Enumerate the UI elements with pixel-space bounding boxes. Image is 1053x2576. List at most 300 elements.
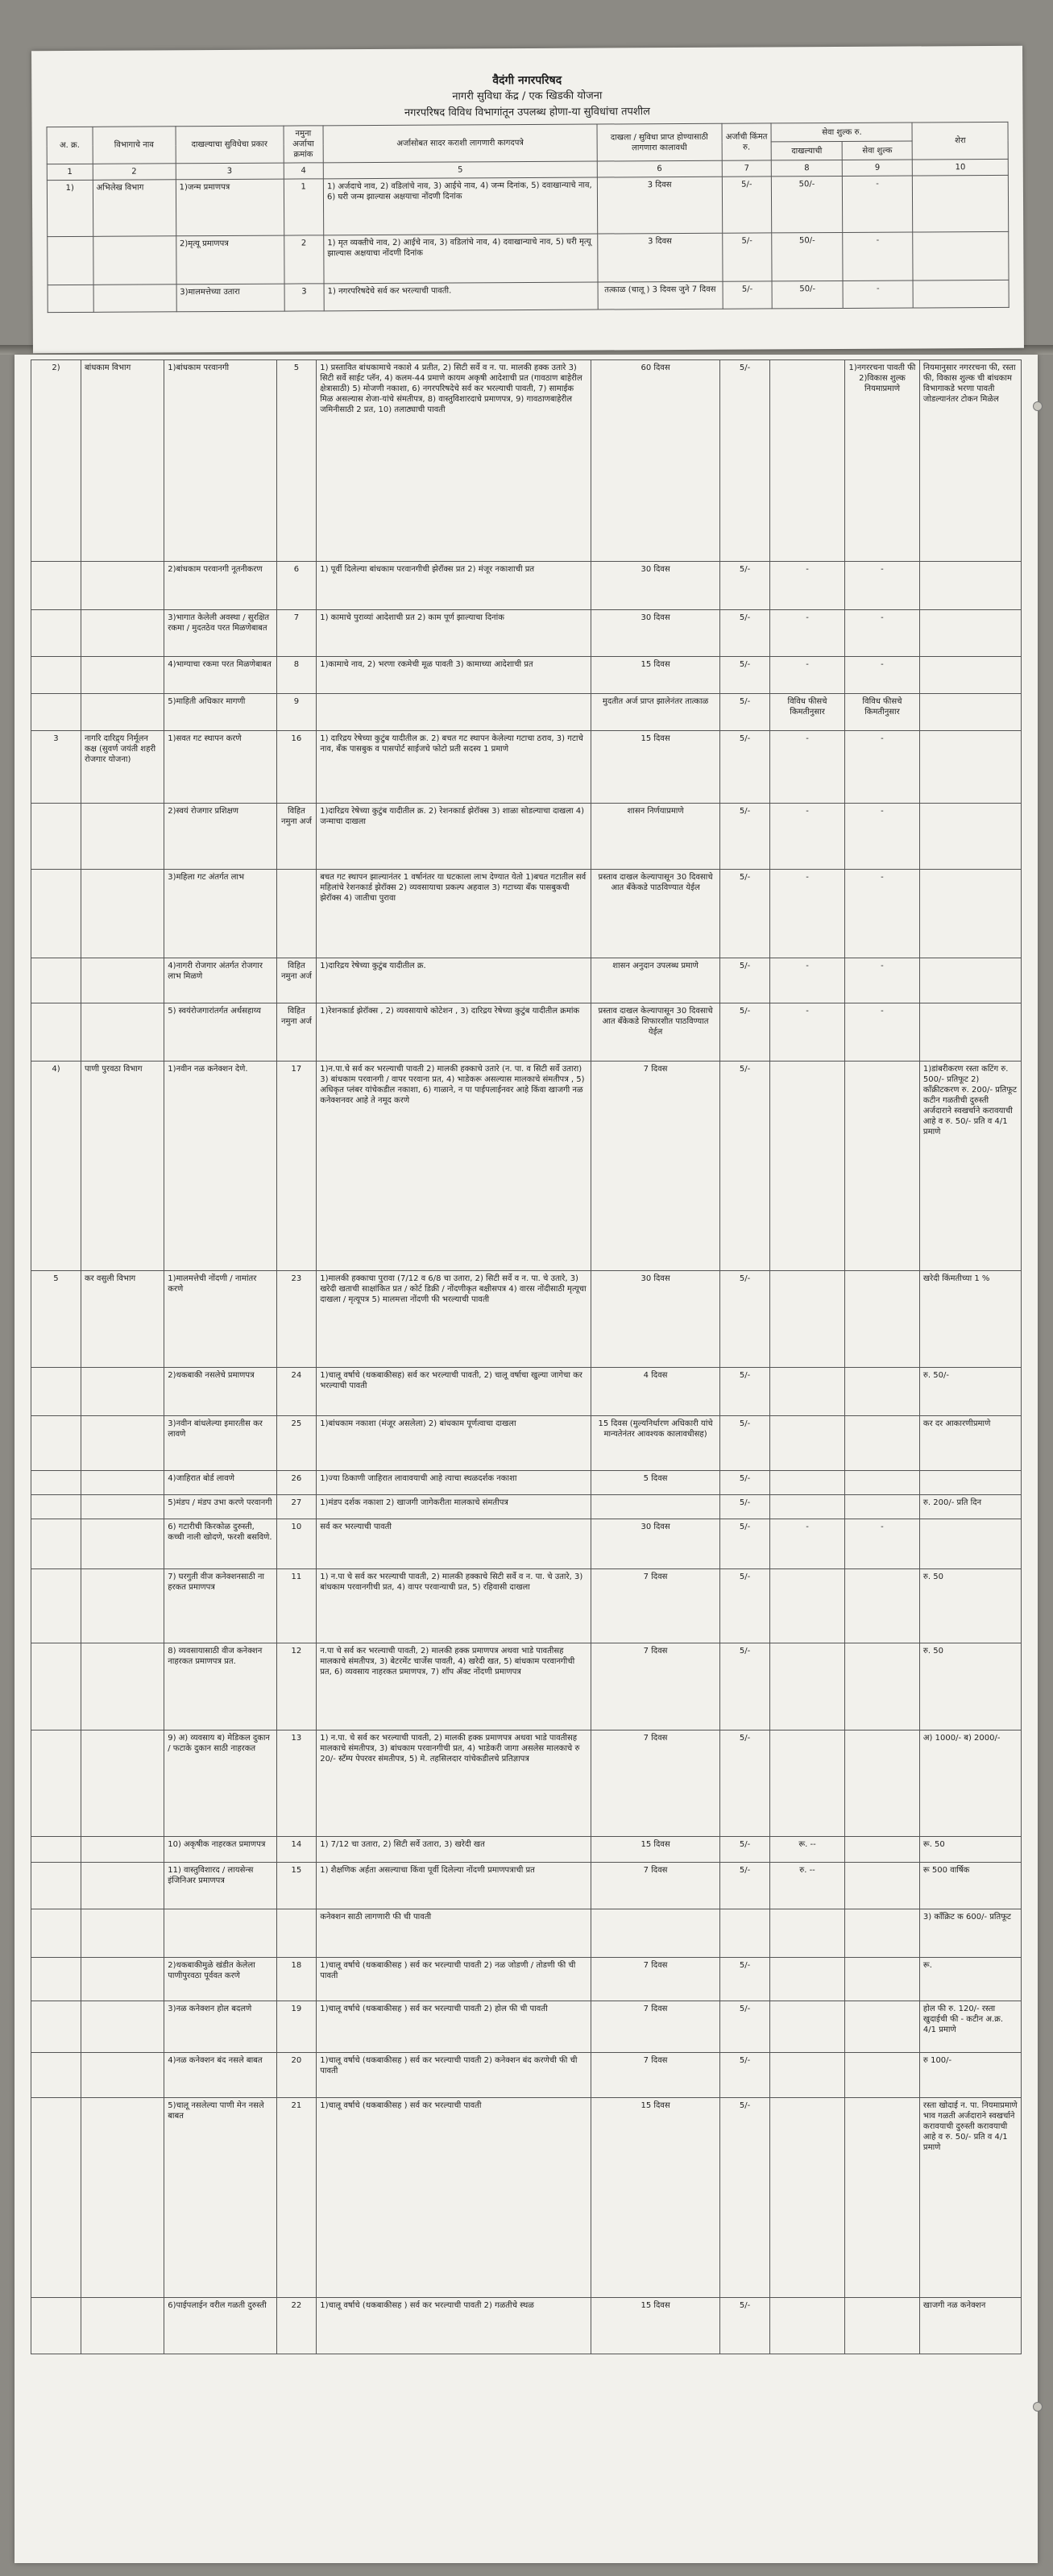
cell-docs: 1)ज्या ठिकाणी जाहिरात लावावयाची आहे त्याचा स्थळदर्शक नकाशा bbox=[317, 1471, 591, 1495]
cell-fee: 5/- bbox=[720, 1958, 770, 2001]
cell-svc-fee bbox=[844, 1471, 919, 1495]
colnum-1: 1 bbox=[47, 164, 93, 180]
cell-remark bbox=[919, 1471, 1021, 1495]
cell-service: 1)जन्म प्रमाणपत्र bbox=[176, 179, 284, 236]
cell-service: 4)नागरी रोजगार अंतर्गत रोजगार लाभ मिळणे bbox=[164, 958, 276, 1003]
cell-form: 12 bbox=[276, 1643, 317, 1730]
cell-service: 5)मंडप / मंडप उभा करणे परवानगी bbox=[164, 1495, 276, 1519]
cell-cert-fee: 50/- bbox=[772, 280, 843, 308]
cell-svc-fee bbox=[844, 1368, 919, 1416]
cell-service: 4)भाग्याचा रकमा परत मिळणेबाबत bbox=[164, 657, 276, 694]
cell-fee: 5/- bbox=[720, 731, 770, 804]
cell-time: तत्काळ (चालू ) 3 दिवस जुने 7 दिवस bbox=[598, 281, 723, 310]
colnum-9: 9 bbox=[842, 160, 913, 176]
cell-fee: 5/- bbox=[720, 1003, 770, 1062]
cell-svc-fee bbox=[844, 1495, 919, 1519]
cell-remark bbox=[919, 1003, 1021, 1062]
cell-time: 30 दिवस bbox=[591, 610, 720, 657]
cell-svc-fee: - bbox=[844, 610, 919, 657]
table-row bbox=[31, 1863, 1022, 1909]
cell-dept bbox=[81, 1471, 164, 1495]
cell-sr: 5 bbox=[31, 1271, 81, 1368]
cell-form: 8 bbox=[276, 657, 317, 694]
cell-fee: 5/- bbox=[720, 2298, 770, 2354]
cell-docs: 1)चालू वर्षाचे (थकबाकीसह ) सर्व कर भरल्याची पावती 2) कनेक्शन बंद करणेची फी ची पावती bbox=[317, 2053, 591, 2098]
cell-cert-fee bbox=[770, 1495, 845, 1519]
cell-sr bbox=[48, 236, 93, 285]
cell-dept bbox=[81, 1416, 164, 1471]
cell-sr bbox=[31, 1837, 81, 1863]
cell-fee: 5/- bbox=[723, 281, 773, 309]
cell-dept bbox=[81, 1003, 164, 1062]
cell-fee: 5/- bbox=[720, 1569, 770, 1643]
cell-svc-fee: - bbox=[843, 280, 914, 308]
cell-time: 7 दिवस bbox=[591, 1643, 720, 1730]
cell-time: 3 दिवस bbox=[597, 177, 722, 234]
cell-time: 4 दिवस bbox=[591, 1368, 720, 1416]
colnum-4: 4 bbox=[284, 163, 324, 179]
cell-time: 15 दिवस bbox=[591, 1837, 720, 1863]
cell-sr bbox=[31, 804, 81, 870]
cell-time bbox=[591, 1909, 720, 1958]
cell-cert-fee bbox=[770, 1643, 845, 1730]
cell-cert-fee bbox=[770, 1271, 845, 1368]
cell-time: 5 दिवस bbox=[591, 1471, 720, 1495]
colnum-8: 8 bbox=[772, 160, 843, 176]
cell-time: 30 दिवस bbox=[591, 1271, 720, 1368]
cell-time: 30 दिवस bbox=[591, 1519, 720, 1569]
cell-dept bbox=[81, 2001, 164, 2053]
cell-time: 3 दिवस bbox=[598, 233, 723, 282]
cell-sr bbox=[31, 1495, 81, 1519]
cell-form: 23 bbox=[276, 1271, 317, 1368]
colnum-10: 10 bbox=[913, 159, 1009, 176]
cell-cert-fee: - bbox=[770, 804, 845, 870]
cell-docs: 1) नगरपरिषदेचे सर्व कर भरल्याची पावती. bbox=[324, 282, 598, 311]
col-service: दाखल्याचा सुविधेचा प्रकार bbox=[176, 126, 284, 164]
cell-service: 4)नळ कनेक्शन बंद नसले बाबत bbox=[164, 2053, 276, 2098]
cell-svc-fee bbox=[844, 1062, 919, 1271]
pin-icon bbox=[1033, 2402, 1043, 2412]
table-row bbox=[31, 562, 1022, 610]
cell-form: 3 bbox=[284, 284, 325, 311]
cell-service: 7) घरगुती वीज कनेक्शनसाठी ना हरकत प्रमाणपत्र bbox=[164, 1569, 276, 1643]
cell-form: 16 bbox=[276, 731, 317, 804]
col-docs: अर्जासोबत सादर कराशी लागणारी कागदपत्रे bbox=[323, 124, 597, 163]
cell-sr bbox=[31, 870, 81, 958]
cell-form: 14 bbox=[276, 1837, 317, 1863]
cell-fee: 5/- bbox=[720, 1471, 770, 1495]
cell-time: 7 दिवस bbox=[591, 1958, 720, 2001]
cell-time: 7 दिवस bbox=[591, 2001, 720, 2053]
cell-service: 3)भागात केलेली अवस्था / सुरक्षित रकमा / मुदतठेव परत मिळणेबाबत bbox=[164, 610, 276, 657]
cell-form: 10 bbox=[276, 1519, 317, 1569]
cell-remark: रु. 50 bbox=[919, 1569, 1021, 1643]
cell-sr bbox=[31, 2001, 81, 2053]
cell-sr bbox=[31, 1368, 81, 1416]
cell-dept bbox=[81, 1368, 164, 1416]
cell-remark bbox=[919, 804, 1021, 870]
cell-docs: 1)दारिद्रय रेषेच्या कुटुंब यादीतील क्र. bbox=[317, 958, 591, 1003]
cell-form: 18 bbox=[276, 1958, 317, 2001]
cell-sr: 3 bbox=[31, 731, 81, 804]
cell-cert-fee bbox=[770, 1909, 845, 1958]
cell-dept bbox=[81, 2298, 164, 2354]
cell-cert-fee bbox=[770, 1569, 845, 1643]
services-table-main bbox=[31, 359, 1022, 2354]
table-row bbox=[31, 1471, 1022, 1495]
cell-form: विहित नमुना अर्ज bbox=[276, 1003, 317, 1062]
table-row bbox=[47, 175, 1008, 236]
col-cert-fee: दाखल्याची bbox=[771, 141, 842, 160]
cell-sr bbox=[31, 2053, 81, 2098]
cell-dept bbox=[81, 1495, 164, 1519]
cell-docs: 1)कामाचे नाव, 2) भरणा रकमेची मूळ पावती 3) कामाच्या आदेशाची प्रत bbox=[317, 657, 591, 694]
cell-fee: 5/- bbox=[720, 1643, 770, 1730]
cell-sr bbox=[31, 1863, 81, 1909]
cell-service: 3)नवीन बांधलेल्या इमारतीस कर लावणे bbox=[164, 1416, 276, 1471]
cell-service: 3)नळ कनेक्शन होल बदलणे bbox=[164, 2001, 276, 2053]
cell-docs: कनेक्शन साठी लागणारी फी ची पावती bbox=[317, 1909, 591, 1958]
cell-form bbox=[276, 870, 317, 958]
cell-fee: 5/- bbox=[722, 177, 772, 233]
cell-service: 9) अ) व्यवसाय ब) मेडिकल दुकान / फटाके दुकान साठी नाहरकत bbox=[164, 1730, 276, 1837]
cell-dept: बांधकाम विभाग bbox=[81, 360, 164, 562]
cell-fee: 5/- bbox=[720, 2053, 770, 2098]
cell-time: 15 दिवस bbox=[591, 657, 720, 694]
cell-time: 7 दिवस bbox=[591, 1863, 720, 1909]
cell-docs: 1)मालकी हक्काचा पुरावा (7/12 व 6/8 चा उतारा, 2) सिटी सर्वे व न. पा. चे उतारे, 3) खरेदी खताची साक्षांकित प्रत / कोर्ट डिक्री / नोंदणीकृत बक्षीसपत्र 4) वारस नोंदीसाठी मृत्यूचा दाखला / मृत्यूपत्र 5) मालमत्ता नोंदणी फी भरल्याची पावती bbox=[317, 1271, 591, 1368]
cell-sr bbox=[31, 958, 81, 1003]
table-row bbox=[31, 2001, 1022, 2053]
cell-service: 1)बांधकाम परवानगी bbox=[164, 360, 276, 562]
cell-sr bbox=[31, 1909, 81, 1958]
cell-fee: 5/- bbox=[720, 1837, 770, 1863]
main-table-body bbox=[31, 360, 1022, 2354]
cell-dept bbox=[81, 870, 164, 958]
cell-form: 22 bbox=[276, 2298, 317, 2354]
table-row bbox=[31, 1643, 1022, 1730]
cell-service: 1)नवीन नळ कनेक्शन देणे. bbox=[164, 1062, 276, 1271]
cell-svc-fee bbox=[844, 2001, 919, 2053]
cell-remark: रु. 50 bbox=[919, 1643, 1021, 1730]
table-row bbox=[48, 280, 1009, 312]
cell-remark: 3) काँक्रिट क 600/- प्रतिफूट bbox=[919, 1909, 1021, 1958]
cell-dept bbox=[81, 1519, 164, 1569]
cell-svc-fee bbox=[844, 1271, 919, 1368]
cell-svc-fee bbox=[844, 2298, 919, 2354]
colnum-6: 6 bbox=[597, 160, 722, 177]
cell-cert-fee: - bbox=[770, 731, 845, 804]
cell-time: 15 दिवस bbox=[591, 2098, 720, 2298]
cell-fee: 5/- bbox=[720, 1519, 770, 1569]
cell-docs: 1) कामाचे पुराव्यां आदेशाची प्रत 2) काम पूर्ण झाल्याचा दिनांक bbox=[317, 610, 591, 657]
cell-cert-fee: - bbox=[770, 958, 845, 1003]
cell-form: 25 bbox=[276, 1416, 317, 1471]
cell-dept bbox=[81, 1730, 164, 1837]
cell-cert-fee: विविध फीसचे किमतीनुसार bbox=[770, 694, 845, 731]
cell-svc-fee: विविध फीसचे किमतीनुसार bbox=[844, 694, 919, 731]
table-row bbox=[31, 1495, 1022, 1519]
cell-service: 5)चालू नसलेल्या पाणी मेन नसले बाबत bbox=[164, 2098, 276, 2298]
cell-time: 7 दिवस bbox=[591, 2053, 720, 2098]
cell-cert-fee: 50/- bbox=[772, 232, 843, 280]
cell-time: शासन निर्णयाप्रमाणे bbox=[591, 804, 720, 870]
cell-remark: अ) 1000/- ब) 2000/- bbox=[919, 1730, 1021, 1837]
header-line-1: नागरी सुविधा केंद्र / एक खिडकी योजना bbox=[452, 89, 603, 103]
cell-service: 2)बांधकाम परवानगी नूतनीकरण bbox=[164, 562, 276, 610]
table-row bbox=[31, 360, 1022, 562]
cell-cert-fee bbox=[770, 1368, 845, 1416]
cell-form: 21 bbox=[276, 2098, 317, 2298]
table-row bbox=[31, 1958, 1022, 2001]
cell-dept bbox=[81, 2098, 164, 2298]
cell-time: 30 दिवस bbox=[591, 562, 720, 610]
cell-sr bbox=[31, 2098, 81, 2298]
cell-remark: रू. 50 bbox=[919, 1837, 1021, 1863]
cell-remark bbox=[919, 958, 1021, 1003]
table-row bbox=[31, 657, 1022, 694]
cell-dept: अभिलेख विभाग bbox=[93, 180, 176, 237]
cell-fee: 5/- bbox=[720, 610, 770, 657]
cell-docs bbox=[317, 694, 591, 731]
cell-docs: 1) 7/12 चा उतारा, 2) सिटी सर्वे उतारा, 3) खरेदी खत bbox=[317, 1837, 591, 1863]
cell-docs: 1) दारिद्रय रेषेच्या कुटुंब यादीतील क्र. 2) बचत गट स्थापन केलेल्या गटाचा ठराव, 3) गटाचे नाव, बँक पासबुक व पासपोर्ट साईजचे फोटो प्रती सदस्य 1 प्रमाणे bbox=[317, 731, 591, 804]
table-row bbox=[31, 958, 1022, 1003]
cell-remark bbox=[919, 610, 1021, 657]
cell-service: 3)मालमत्तेच्या उतारा bbox=[176, 284, 284, 312]
col-time: दाखला / सुविधा प्राप्त होण्यासाठी लागणारा कालावधी bbox=[597, 123, 722, 161]
cell-svc-fee: - bbox=[844, 870, 919, 958]
table-row bbox=[31, 1003, 1022, 1062]
cell-time: शासन अनुदान उपलब्ध प्रमाणे bbox=[591, 958, 720, 1003]
cell-service: 6)पाईपलाईन वरील गळती दुरुस्ती bbox=[164, 2298, 276, 2354]
cell-cert-fee: - bbox=[770, 657, 845, 694]
cell-dept bbox=[81, 694, 164, 731]
cell-remark bbox=[914, 280, 1009, 308]
document-header bbox=[31, 70, 1022, 123]
org-name: वैदंगी नगरपरिषद bbox=[492, 73, 562, 88]
cell-dept bbox=[93, 236, 176, 285]
cell-cert-fee bbox=[770, 2001, 845, 2053]
cell-dept bbox=[81, 610, 164, 657]
cell-sr bbox=[31, 1958, 81, 2001]
cell-sr: 2) bbox=[31, 360, 81, 562]
cell-time: 15 दिवस (मुल्यनिर्धारण अधिकारी यांचे मान्यतेनंतर आवश्यक कालावधीसह) bbox=[591, 1416, 720, 1471]
col-sr: अ. क्र. bbox=[47, 127, 93, 164]
colnum-7: 7 bbox=[722, 160, 772, 177]
cell-form: 13 bbox=[276, 1730, 317, 1837]
cell-remark bbox=[919, 657, 1021, 694]
col-svc-fee-2: सेवा शुल्क bbox=[842, 141, 913, 160]
cell-sr bbox=[31, 1416, 81, 1471]
cell-time: मुदतीत अर्ज प्राप्त झालेनंतर तात्काळ bbox=[591, 694, 720, 731]
cell-service: 5)माहिती अधिकार मागणी bbox=[164, 694, 276, 731]
table-row bbox=[31, 1837, 1022, 1863]
cell-dept bbox=[93, 285, 176, 313]
table-row bbox=[31, 1062, 1022, 1271]
cell-form: विहित नमुना अर्ज bbox=[276, 804, 317, 870]
cell-svc-fee: - bbox=[844, 804, 919, 870]
table-row bbox=[48, 231, 1009, 285]
cell-remark: होल फी रु. 120/- रस्ता खुदाईची फी - कटीन अ.क्र. 4/1 प्रमाणे bbox=[919, 2001, 1021, 2053]
table-row bbox=[31, 610, 1022, 657]
cell-service: 1)सवत गट स्थापन करणे bbox=[164, 731, 276, 804]
cell-time bbox=[591, 1495, 720, 1519]
col-remark: शेरा bbox=[912, 122, 1008, 160]
table-row bbox=[31, 870, 1022, 958]
cell-service: 4)जाहिरात बोर्ड लावणे bbox=[164, 1471, 276, 1495]
cell-sr bbox=[31, 1519, 81, 1569]
cell-sr bbox=[31, 1569, 81, 1643]
cell-time: प्रस्ताव दाखल केल्यापासून 30 दिवसाचे आत बँकेकडे पाठविण्यात येईल bbox=[591, 870, 720, 958]
cell-dept bbox=[81, 2053, 164, 2098]
cell-cert-fee bbox=[770, 1062, 845, 1271]
table-row bbox=[31, 2098, 1022, 2298]
cell-remark: खाजगी नळ कनेक्शन bbox=[919, 2298, 1021, 2354]
cell-svc-fee bbox=[844, 1837, 919, 1863]
col-fee: अर्जाची किंमत रु. bbox=[722, 123, 772, 160]
cell-cert-fee bbox=[770, 1958, 845, 2001]
cell-sr bbox=[31, 1730, 81, 1837]
cell-svc-fee: - bbox=[842, 176, 913, 232]
cell-fee bbox=[720, 1909, 770, 1958]
cell-remark: कर दर आकारणीप्रमाणे bbox=[919, 1416, 1021, 1471]
cell-dept bbox=[81, 562, 164, 610]
cell-remark bbox=[919, 1519, 1021, 1569]
cell-remark bbox=[913, 231, 1009, 280]
cell-svc-fee bbox=[844, 2098, 919, 2298]
cell-cert-fee bbox=[770, 2298, 845, 2354]
cell-dept: कर वसुली विभाग bbox=[81, 1271, 164, 1368]
cell-docs: 1)रेशनकार्ड झेरॉक्स , 2) व्यवसायाचे कोटेशन , 3) दारिद्रय रेषेच्या कुटुंब यादीतील क्रमांक bbox=[317, 1003, 591, 1062]
cell-time: 60 दिवस bbox=[591, 360, 720, 562]
cell-form: 15 bbox=[276, 1863, 317, 1909]
cell-remark bbox=[919, 562, 1021, 610]
cell-docs: बचत गट स्थापन झाल्यानंतर 1 वर्षानंतर या घटकाला लाभ देण्यात येतो 1)बचत गटातील सर्व महिलांचे रेशनकार्ड झेरॉक्स 2) व्यवसायाचा प्रकल्प अहवाल 3) गटाच्या बँक पासबुकची झेरॉक्स 4) जातीचा पुरावा bbox=[317, 870, 591, 958]
cell-remark: खरेदी किंमतीच्या 1 % bbox=[919, 1271, 1021, 1368]
cell-svc-fee bbox=[844, 1730, 919, 1837]
cell-form: 27 bbox=[276, 1495, 317, 1519]
cell-fee: 5/- bbox=[720, 1271, 770, 1368]
cell-service: 2)स्वयं रोजगार प्रशिक्षण bbox=[164, 804, 276, 870]
cell-dept bbox=[81, 958, 164, 1003]
cell-remark: रु. 200/- प्रति दिन bbox=[919, 1495, 1021, 1519]
cell-svc-fee: 1)नगररचना पावती फी 2)विकास शुल्क नियमाप्रमाणे bbox=[844, 360, 919, 562]
cell-remark: रु 100/- bbox=[919, 2053, 1021, 2098]
cell-service: 2)थकबाकी नसलेचे प्रमाणपत्र bbox=[164, 1368, 276, 1416]
cell-fee: 5/- bbox=[720, 694, 770, 731]
notice-sheet-top bbox=[31, 46, 1024, 353]
cell-fee: 5/- bbox=[720, 2001, 770, 2053]
cell-svc-fee bbox=[844, 1958, 919, 2001]
cell-docs: 1)चालू वर्षाचे (थकबाकीसह ) सर्व कर भरल्याची पावती 2) होल फी ची पावती bbox=[317, 2001, 591, 2053]
cell-sr bbox=[31, 1471, 81, 1495]
cell-cert-fee: - bbox=[770, 562, 845, 610]
cell-service: 5) स्वयंरोजगारांतर्गत अर्थसहाय्य bbox=[164, 1003, 276, 1062]
cell-svc-fee: - bbox=[844, 562, 919, 610]
cell-fee: 5/- bbox=[722, 233, 772, 281]
cell-form: 1 bbox=[284, 179, 324, 235]
cell-form: 20 bbox=[276, 2053, 317, 2098]
cell-form: 9 bbox=[276, 694, 317, 731]
cell-remark bbox=[913, 175, 1009, 232]
table-row bbox=[31, 1909, 1022, 1958]
cell-time: प्रस्ताव दाखल केल्यापासून 30 दिवसाचे आत बँकेकडे शिफारशीत पाठविण्यात येईल bbox=[591, 1003, 720, 1062]
cell-service: 11) वास्तुविशारद / लायसेन्स इंजिनिअर प्रमाणपत्र bbox=[164, 1863, 276, 1909]
cell-fee: 5/- bbox=[720, 1416, 770, 1471]
cell-sr: 4) bbox=[31, 1062, 81, 1271]
table-row bbox=[31, 1368, 1022, 1416]
cell-cert-fee: - bbox=[770, 610, 845, 657]
cell-time: 15 दिवस bbox=[591, 2298, 720, 2354]
cell-sr: 1) bbox=[47, 180, 93, 236]
cell-time: 7 दिवस bbox=[591, 1062, 720, 1271]
cell-cert-fee: - bbox=[770, 870, 845, 958]
cell-docs: 1)मंडप दर्शक नकाशा 2) खाजगी जागेकरीता मालकाचे संमतीपत्र bbox=[317, 1495, 591, 1519]
cell-dept: नागरि दारिद्र्य निर्मूलन कक्ष (सुवर्ण जयंती शहरी रोजगार योजना) bbox=[81, 731, 164, 804]
cell-fee: 5/- bbox=[720, 2098, 770, 2298]
cell-form bbox=[276, 1909, 317, 1958]
cell-docs: 1)चालू वर्षाचे (थकबाकीसह ) सर्व कर भरल्याची पावती bbox=[317, 2098, 591, 2298]
cell-fee: 5/- bbox=[720, 958, 770, 1003]
cell-docs: 1)बांधकाम नकाशा (मंजूर असलेला) 2) बांधकाम पूर्णत्वाचा दाखला bbox=[317, 1416, 591, 1471]
cell-service: 8) व्यवसायासाठी वीज कनेक्शन नाहरकत प्रमाणपत्र प्रत. bbox=[164, 1643, 276, 1730]
cell-docs: 1) शैक्षणिक अर्हता असल्याचा किंवा पूर्वी दिलेल्या नोंदणी प्रमाणपत्राची प्रत bbox=[317, 1863, 591, 1909]
pin-icon bbox=[1033, 401, 1043, 411]
colnum-5: 5 bbox=[323, 161, 597, 179]
cell-docs: 1)चालू वर्षाचे (थकबाकीसह) सर्व कर भरल्याची पावती, 2) चालू वर्षाचा खुल्या जागेचा कर भरल्याची पावती bbox=[317, 1368, 591, 1416]
table-row bbox=[31, 2298, 1022, 2354]
cell-cert-fee: - bbox=[770, 1519, 845, 1569]
cell-fee: 5/- bbox=[720, 360, 770, 562]
cell-sr bbox=[31, 1643, 81, 1730]
cell-svc-fee bbox=[844, 1863, 919, 1909]
cell-cert-fee: 50/- bbox=[772, 176, 843, 232]
cell-sr bbox=[31, 2298, 81, 2354]
cell-docs: 1) न.पा चे सर्व कर भरल्याची पावती, 2) मालकी हक्काचे सिटी सर्वे व न. पा. चे उतारे, 3) बांधकाम परवानगीची प्रत, 4) वापर परवान्याची प्रत, 5) रहिवासी दाखला bbox=[317, 1569, 591, 1643]
cell-dept bbox=[81, 1863, 164, 1909]
cell-docs: 1)चालू वर्षाचे (थकबाकीसह ) सर्व कर भरल्याची पावती 2) गळतीचे स्थळ bbox=[317, 2298, 591, 2354]
colnum-2: 2 bbox=[93, 164, 176, 181]
cell-svc-fee: - bbox=[844, 1519, 919, 1569]
col-svc-fee: सेवा शुल्क रु. bbox=[771, 123, 912, 142]
cell-sr bbox=[31, 610, 81, 657]
table-row bbox=[31, 1416, 1022, 1471]
table-row bbox=[31, 2053, 1022, 2098]
colnum-3: 3 bbox=[176, 163, 284, 180]
cell-form: 26 bbox=[276, 1471, 317, 1495]
cell-dept bbox=[81, 657, 164, 694]
cell-dept bbox=[81, 1569, 164, 1643]
cell-dept: पाणी पुरवठा विभाग bbox=[81, 1062, 164, 1271]
cell-remark: रू 500 वार्षिक bbox=[919, 1863, 1021, 1909]
notice-sheet-main bbox=[15, 355, 1038, 2563]
col-form: नमुना अर्जाचा क्रमांक bbox=[284, 126, 324, 163]
cell-sr bbox=[48, 285, 93, 312]
cell-cert-fee bbox=[770, 1416, 845, 1471]
table-row bbox=[31, 1730, 1022, 1837]
cell-form: विहित नमुना अर्ज bbox=[276, 958, 317, 1003]
cell-remark: नियमानुसार नगररचना फी, रस्ता फी, विकास शुल्क ची बांधकाम विभागाकडे भरणा पावती जोडल्यानंतर टोकन मिळेल bbox=[919, 360, 1021, 562]
cell-time: 7 दिवस bbox=[591, 1730, 720, 1837]
cell-svc-fee bbox=[844, 1416, 919, 1471]
cell-fee: 5/- bbox=[720, 657, 770, 694]
header-line-2: नगरपरिषद विविध विभागांतून उपलब्ध होणा-या सुविधांचा तपशील bbox=[404, 106, 650, 119]
cell-remark: रस्ता खोदाई न. पा. नियमाप्रमाणे भाव गळती अर्जदाराने स्वखर्चाने करावयाची दुरुस्ती करावयाची आहे व रु. 50/- प्रति व 4/1 प्रमाणे bbox=[919, 2098, 1021, 2298]
table-row bbox=[31, 1271, 1022, 1368]
cell-sr bbox=[31, 1003, 81, 1062]
